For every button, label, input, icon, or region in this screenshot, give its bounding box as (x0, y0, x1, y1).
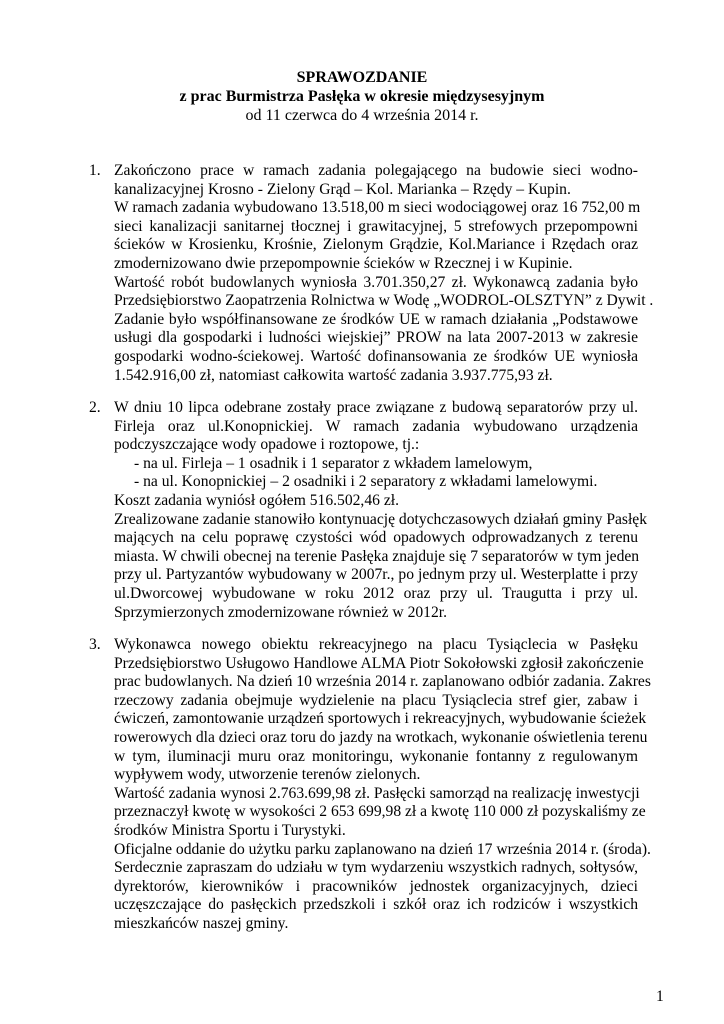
text-line: prac budowlanych. Na dzień 10 września 2014 r. zaplanowano odbiór zadania. Zakres (114, 673, 651, 691)
document-period: od 11 czerwca do 4 września 2014 r. (245, 107, 479, 124)
text-line: Sprzymierzonych zmodernizowane również w 2012r. (114, 603, 447, 621)
list-line: - na ul. Konopnickiej – 2 osadniki i 2 separatory z wkładami lamelowymi. (134, 473, 598, 491)
text-line: Wartość robót budowlanych wyniosła 3.701.350,27 zł. Wykonawcą zadania było (114, 273, 638, 291)
text-line: 1.542.916,00 zł, natomiast całkowita wartość zadania 3.937.775,93 zł. (114, 366, 553, 384)
document-subtitle: z prac Burmistrza Pasłęka w okresie międzysesyjnym (179, 88, 545, 105)
text-line: ul.Dworcowej wybudowane w roku 2012 oraz przy ul. Traugutta i przy ul. (114, 584, 638, 602)
text-line: usługi dla gospodarki i ludności wiejskiej” PROW na lata 2007-2013 w zakresie (114, 329, 638, 347)
text-line: dyrektorów, kierowników i pracowników jednostek organizacyjnych, dzieci (114, 877, 638, 895)
document-title: SPRAWOZDANIE (296, 69, 428, 86)
item-body (114, 636, 651, 934)
text-line: środków Ministra Sportu i Turystyki. (114, 821, 346, 839)
text-line: W ramach zadania wybudowano 13.518,00 m sieci wodociągowej oraz 16 752,00 m (114, 199, 641, 217)
text-line: mieszkańców naszej gminy. (114, 914, 289, 932)
text-line: rzeczowy zadania obejmuje wydzielenie na placu Tysiąclecia stref gier, zabaw i (114, 691, 638, 709)
text-line: Koszt zadania wyniósł ogółem 516.502,46 zł. (114, 491, 399, 509)
text-line: gospodarki wodno-ściekowej. Wartość dofinansowania ze środków UE wyniosła (114, 347, 638, 365)
text-line: Zadanie było współfinansowane ze środków UE w ramach działania „Podstawowe (114, 310, 638, 328)
text-line: zmodernizowano dwie przepompownie ścieków w Rzecznej i w Kupinie. (114, 254, 573, 272)
text-line: w tym, iluminacji muru oraz monitoringu, wykonanie fontanny z regulowanym (114, 747, 638, 765)
text-line: przeznaczył kwotę w wysokości 2 653 699,98 zł a kwotę 110 000 zł pozyskaliśmy ze (114, 803, 646, 821)
text-line: Serdecznie zapraszam do udziału w tym wydarzeniu wszystkich radnych, sołtysów, (114, 859, 638, 877)
text-line: Wartość zadania wynosi 2.763.699,98 zł. Pasłęcki samorząd na realizację inwestycji (114, 784, 640, 802)
text-line: ścieków w Krosienku, Krośnie, Zielonym Grądzie, Kol.Mariance i Rzędach oraz (114, 236, 638, 254)
text-line: Wykonawca nowego obiektu rekreacyjnego na placu Tysiąclecia w Pasłęku (114, 636, 638, 653)
item-body (114, 399, 648, 622)
text-line: Przedsiębiorstwo Usługowo Handlowe ALMA Piotr Sokołowski zgłosił zakończenie (114, 654, 644, 672)
text-line: Zakończono prace w ramach zadania polegającego na budowie sieci wodno- (114, 162, 638, 179)
text-line: mających na celu poprawę czystości wód opadowych odprowadzanych z terenu (114, 529, 638, 547)
list-line: - na ul. Firleja – 1 osadnik i 1 separator z wkładem lamelowym, (134, 454, 533, 472)
text-line: Firleja oraz ul.Konopnickiej. W ramach zadania wybudowano urządzenia (114, 417, 638, 435)
text-line: ćwiczeń, zamontowanie urządzeń sportowych i rekreacyjnych, wybudowanie ścieżek (114, 710, 647, 728)
text-line: przy ul. Partyzantów wybudowany w 2007r., po jednym przy ul. Westerplatte i przy (114, 566, 638, 584)
item-body (114, 162, 654, 385)
page-number: 1 (656, 988, 664, 1005)
text-line: uczęszczające do pasłęckich przedszkoli i szkół oraz ich rodziców i wszystkich (114, 896, 638, 914)
document-header (0, 68, 724, 125)
text-line: W dniu 10 lipca odebrane zostały prace związane z budową separatorów przy ul. (114, 399, 638, 416)
item-number: 3. (89, 636, 101, 653)
text-line: rowerowych dla dzieci oraz toru do jazdy na wrotkach, wykonanie oświetlenia terenu (114, 728, 648, 746)
text-line: Przedsiębiorstwo Zaopatrzenia Rolnictwa w Wodę „WODROL-OLSZTYN” z Dywit . (114, 292, 654, 310)
item-number: 1. (89, 162, 101, 179)
text-line: wypływem wody, utworzenie terenów zielonych. (114, 766, 421, 784)
item-number: 2. (89, 399, 101, 416)
text-line: sieci kanalizacji sanitarnej tłocznej i grawitacyjnej, 5 strefowych przepompowni (114, 217, 638, 235)
text-line: Oficjalne oddanie do użytku parku zaplanowano na dzień 17 września 2014 r. (środa). (114, 840, 651, 858)
text-line: kanalizacyjnej Krosno - Zielony Grąd – Kol. Marianka – Rzędy – Kupin. (114, 180, 571, 198)
text-line: Zrealizowane zadanie stanowiło kontynuację dotychczasowych działań gminy Pasłęk (114, 510, 648, 528)
text-line: miasta. W chwili obecnej na terenie Pasłęka znajduje się 7 separatorów w tym jeden (114, 547, 640, 565)
text-line: podczyszczające wody opadowe i roztopowe, tj.: (114, 436, 420, 454)
